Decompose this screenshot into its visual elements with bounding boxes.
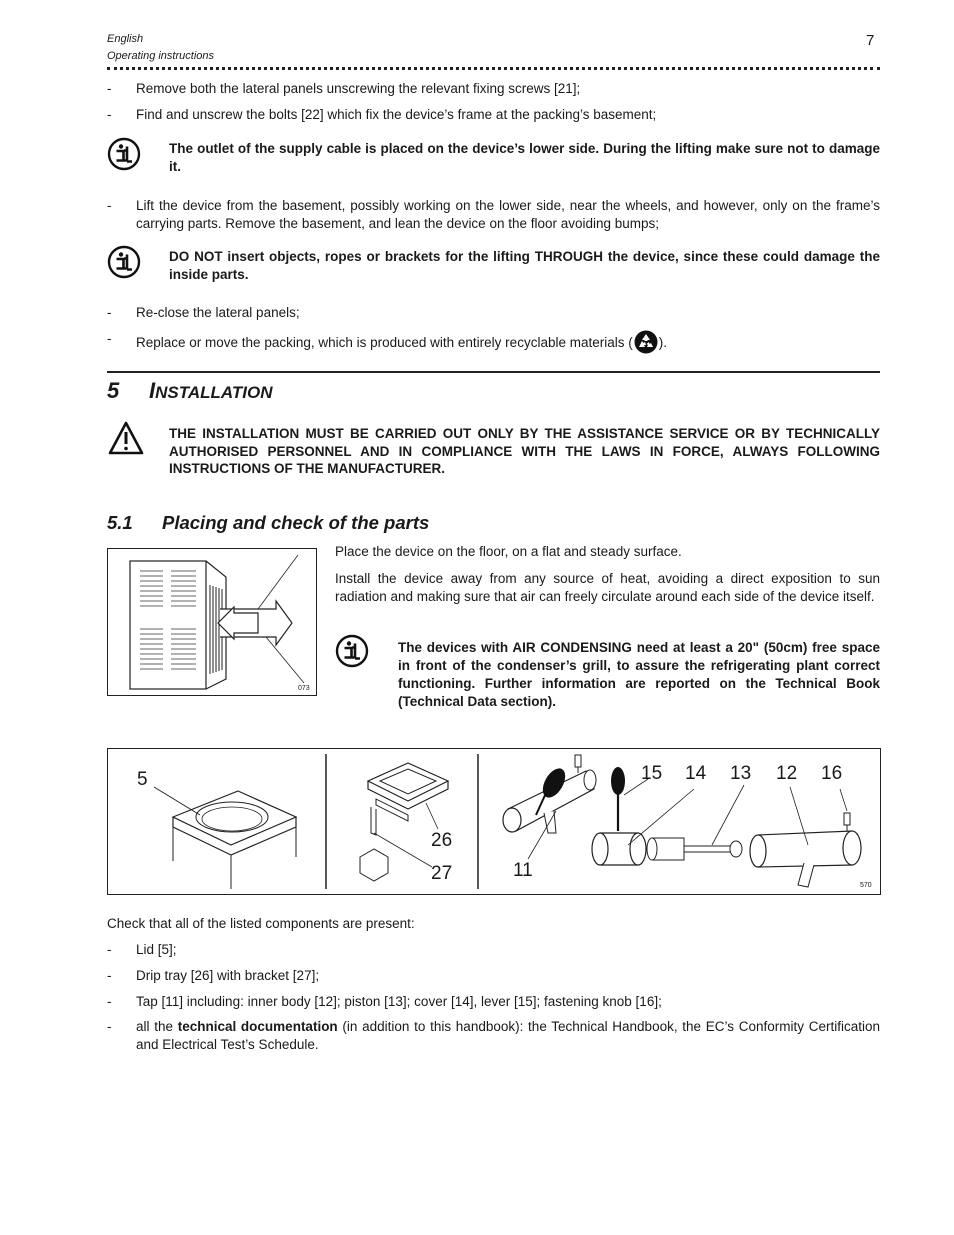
place-paragraph-2: Install the device away from any source of heat, avoiding a direct exposition to sun radiation and making sure that air can freely circulate around each side of the device itself.	[335, 571, 880, 604]
figure-code: 073	[298, 685, 310, 692]
label-bracket: 27	[431, 863, 453, 884]
label-tap: 11	[513, 860, 533, 881]
note-air-condensing: The devices with AIR CONDENSING need at least a 20" (50cm) free space in front of the condenser’s grill, to assure the refrigerating plant correct functioning. Further information are reported on the Technical Book (Technical Data section).	[398, 640, 880, 709]
subsection-number: 5.1	[107, 512, 133, 533]
check-intro: Check that all of the listed components are present:	[107, 916, 415, 931]
components-drawing	[108, 749, 880, 894]
warning-icon	[107, 420, 145, 456]
label-lid: 5	[137, 769, 148, 790]
list-item: - Re-close the lateral panels;	[107, 305, 300, 320]
list-item: - Tap [11] including: inner body [12]; piston [13]; cover [14], lever [15]; fastening knob [16];	[107, 994, 662, 1009]
subsection-title: Placing and check of the parts	[162, 512, 430, 533]
list-item: - all the technical documentation (in addition to this handbook): the Technical Handbook, the EC’s Conformity Certification and Electrical Test’s Schedule.	[107, 1019, 880, 1052]
label-drip-tray: 26	[431, 830, 453, 851]
list-item: - Drip tray [26] with bracket [27];	[107, 968, 320, 983]
label-inner-body: 12	[776, 763, 798, 784]
page-number: 7	[866, 32, 875, 49]
label-piston: 13	[730, 763, 752, 784]
list-item: - Lid [5];	[107, 942, 177, 957]
label-knob: 16	[821, 763, 843, 784]
header-doc-type: Operating instructions	[107, 50, 214, 62]
info-icon	[335, 634, 369, 668]
list-item: - Remove both the lateral panels unscrewing the relevant fixing screws [21];	[107, 81, 581, 96]
info-icon	[107, 245, 141, 279]
section-title: INSTALLATION	[149, 378, 273, 403]
label-lever: 15	[641, 763, 663, 784]
warning-text: THE INSTALLATION MUST BE CARRIED OUT ONLY BY THE ASSISTANCE SERVICE OR BY TECHNICALLY AUTHORISED PERSONNEL AND IN COMPLIANCE WITH THE LAWS IN FORCE, ALWAYS FOLLOWING INSTRUCTIONS OF THE MANUFACTURER.	[169, 426, 880, 476]
figure-components	[107, 748, 881, 895]
list-item: - Lift the device from the basement, possibly working on the lower side, near the wheels, and however, only on the frame’s carrying parts. Remove the basement, and lean the device on the floor avoiding bumps;	[107, 198, 880, 231]
device-airflow-drawing	[108, 549, 316, 695]
list-item: - Find and unscrew the bolts [22] which fix the device’s frame at the packing’s basement;	[107, 107, 657, 122]
section-number: 5	[107, 378, 120, 403]
list-item: - Replace or move the packing, which is produced with entirely recyclable materials ( ).	[107, 330, 880, 354]
note-lifting: DO NOT insert objects, ropes or brackets for the lifting THROUGH the device, since these could damage the inside parts.	[169, 249, 880, 282]
figure-airflow	[107, 548, 317, 696]
note-supply-cable: The outlet of the supply cable is placed on the device’s lower side. During the lifting make sure not to damage it.	[169, 141, 880, 174]
header-dotted-rule	[107, 67, 880, 70]
section-rule	[107, 371, 880, 373]
header-language: English	[107, 33, 144, 45]
docs-bold: technical documentation	[177, 1019, 338, 1034]
label-cover: 14	[685, 763, 707, 784]
recycle-icon	[633, 330, 659, 354]
place-paragraph-1: Place the device on the floor, on a flat and steady surface.	[335, 544, 682, 559]
info-icon	[107, 137, 141, 171]
figure-code: 570	[860, 882, 872, 889]
